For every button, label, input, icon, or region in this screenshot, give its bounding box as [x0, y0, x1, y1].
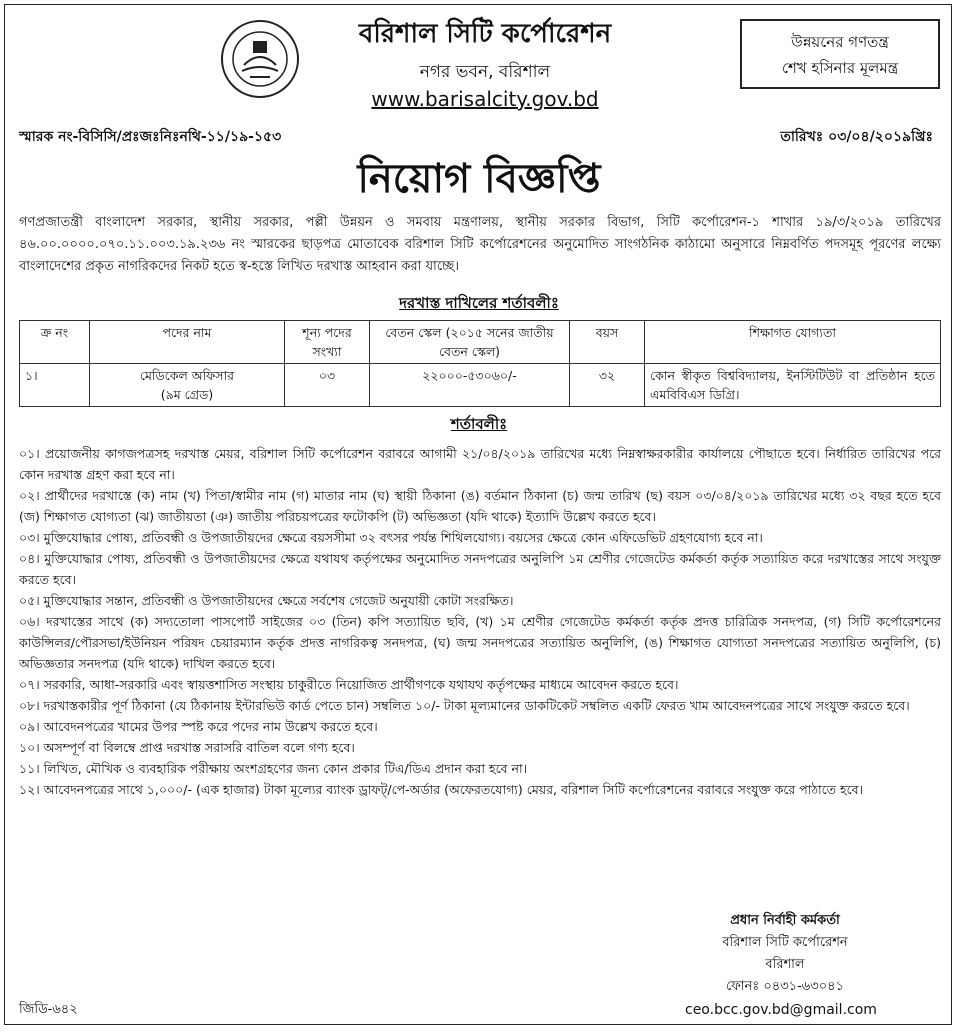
conditions-heading: শর্তাবলীঃ	[450, 415, 508, 433]
conditions-list	[19, 443, 941, 800]
signatory-phone: ফোনঃ ০৪৩১-৬৩০৪১	[725, 979, 845, 994]
notice-page	[4, 4, 952, 1025]
pay-scale-cell: ২২০০০-৫৩০৬০/-	[370, 364, 570, 407]
organization-name: বরিশাল সিটি কর্পোরেশন	[358, 19, 612, 49]
application-heading: দরখাস্ত দাখিলের শর্তাবলীঃ	[399, 294, 559, 312]
condition-item: ১২। আবেদনপত্রের সাথে ১,০০০/- (এক হাজার) টাকা মূল্যের ব্যাংক ড্রাফট্/পে-অর্ডার (অফেরতযোগ্য) মেয়র, বরিশাল সিটি কর্পোরেশনের বরাবরে সংযুক্ত করে পাঠাতে হবে।	[19, 782, 864, 797]
signatory-title: প্রধান নির্বাহী কর্মকর্তা	[730, 913, 840, 928]
condition-item: ০৭। সরকারি, আধা-সরকারি এবং স্বায়ত্তশাসিত সংস্থায় চাকুরীতে নিয়োজিত প্রার্থীগণকে যথাযথ কর্তৃপক্ষের মাধ্যমে আবেদন করতে হবে।	[19, 677, 679, 692]
table-row	[20, 364, 941, 407]
condition-item: ০১। প্রয়োজনীয় কাগজপত্রসহ দরখাস্ত মেয়র, বরিশাল সিটি কর্পোরেশন বরাবরে আগামী ২১/০৪/২০১৯ তারিখের মধ্যে নিম্নস্বাক্ষরকারীর কার্যালয়ে পৌছাতে হবে। নির্ধারিত তারিখের পরে কোন দরখাস্ত গ্রহণ করা হবে না।	[19, 446, 941, 482]
condition-item: ০৫। মুক্তিযোদ্ধার সন্তান, প্রতিবন্ধী ও উপজাতীয়দের ক্ষেত্রে সর্বশেষ গেজেট অনুযায়ী কোটা সংরক্ষিত।	[19, 593, 514, 608]
motto-line-2: শেখ হসিনার মূলমন্ত্র	[781, 59, 899, 77]
post-grade: (৯ম গ্রেড)	[160, 387, 214, 402]
condition-item: ১০। অসম্পূর্ণ বা বিলম্বে প্রাপ্ত দরখাস্ত সরাসরি বাতিল বলে গণ্য হবে।	[19, 740, 355, 755]
posts-table	[19, 320, 941, 407]
signature-block	[665, 910, 905, 998]
qualification-cell: কোন স্বীকৃত বিশ্ববিদ্যালয়, ইনস্টিটিউট বা প্রতিষ্ঠান হতে এমবিবিএস ডিগ্রি।	[645, 364, 941, 407]
contact-email[interactable]: ceo.bcc.gov.bd@gmail.com	[685, 1002, 877, 1018]
motto-box	[740, 19, 940, 89]
vacancy-cell: ০৩	[285, 364, 370, 407]
column-header: বয়স	[570, 321, 645, 364]
organization-address: নগর ভবন, বরিশাল	[419, 62, 551, 82]
age-cell: ৩২	[570, 364, 645, 407]
column-header: ক্র নং	[20, 321, 90, 364]
notice-date: তারিখঃ ০৩/০৪/২০১৯খ্রিঃ	[780, 129, 933, 145]
city-corporation-seal-icon	[220, 19, 300, 99]
page-title: নিয়োগ বিজ্ঞপ্তি	[357, 156, 601, 202]
gd-number: জিডি-৬৪২	[19, 1002, 78, 1017]
signatory-org: বরিশাল সিটি কর্পোরেশন	[722, 935, 848, 950]
condition-item: ০৮। দরখাস্তকারীর পূর্ণ ঠিকানা (যে ঠিকানায় ইন্টারভিউ কার্ড পেতে চান) সম্বলিত ১০/- টাকা মূল্যমানের ডাকটিকেট সম্বলিত একটি ফেরত খাম আবেদনপত্রের সাথে সংযুক্ত করতে হবে।	[19, 698, 910, 713]
column-header: পদের নাম	[90, 321, 285, 364]
motto-line-1: উন্নয়নের গণতন্ত্র	[791, 33, 889, 51]
condition-item: ০৪। মুক্তিযোদ্ধার পোষ্য, প্রতিবন্ধী ও উপজাতীয়দের ক্ষেত্রে যথাযথ কর্তৃপক্ষের অনুমোদিত সনদপত্রের অনুলিপি ১ম শ্রেণীর গেজেটেড কর্মকর্তা কর্তৃক সত্যায়িত করে দরখাস্তের সাথে সংযুক্ত করতে হবে।	[19, 551, 941, 587]
post-name-cell	[90, 364, 285, 407]
column-header: শূন্য পদের সংখ্যা	[285, 321, 370, 364]
serial-cell: ১।	[20, 364, 90, 407]
post-name: মেডিকেল অফিসার	[139, 368, 235, 383]
memo-number: স্মারক নং-বিসিসি/প্রঃজঃনিঃনথি-১১/১৯-১৫৩	[19, 129, 282, 145]
intro-paragraph: গণপ্রজাতন্ত্রী বাংলাদেশ সরকার, স্থানীয় সরকার, পল্লী উন্নয়ন ও সমবায় মন্ত্রণালয়, স্থানীয় সরকার বিভাগ, সিটি কর্পোরেশন-১ শাখার ১৯/৩/২০১৯ তারিখের ৪৬.০০.০০০০.০৭০.১১.০০৩.১৯.২৩৬ নং স্মারকের ছাড়পত্র মোতাবেক বরিশাল সিটি কর্পোরেশনের অনুমোদিত সাংগঠনিক কাঠামো অনুসারে নিম্নবর্ণিত পদসমূহ পূরণের লক্ষ্যে বাংলাদেশের প্রকৃত নাগরিকদের নিকট হতে স্ব-হস্তে লিখিত দরখাস্ত আহবান করা যাচ্ছে।	[19, 215, 941, 274]
condition-item: ০৯। আবেদনপত্রের খামের উপর স্পষ্ট করে পদের নাম উল্লেখ করতে হবে।	[19, 719, 378, 734]
condition-item: ০৬। দরখাস্তের সাথে (ক) সদ্যতোলা পাসপোর্ট সাইজের ০৩ (তিন) কপি সত্যায়িত ছবি, (খ) ১ম শ্রেণীর গেজেটেড কর্মকর্তা কর্তৃক প্রদত্ত চারিত্রিক সনদপত্র, (গ) সিটি কর্পোরেশনের কাউন্সিলর/পৌরসভা/ইউনিয়ন পরিষদ চেয়ারম্যান কর্তৃক প্রদত্ত নাগরিকত্ব সনদপত্র, (ঘ) জন্ম সনদপত্রের সত্যায়িত অনুলিপি, (ঙ) শিক্ষাগত যোগ্যতা সনদপত্রের সত্যায়িত অনুলিপি, (চ) অভিজ্ঞতার সনদপত্র (যদি থাকে) দাখিল করতে হবে।	[19, 614, 941, 671]
website-link[interactable]: www.barisalcity.gov.bd	[371, 87, 599, 111]
signatory-city: বরিশাল	[765, 957, 805, 972]
column-header: বেতন স্কেল (২০১৫ সনের জাতীয় বেতন স্কেল)	[370, 321, 570, 364]
condition-item: ০৩। মুক্তিযোদ্ধার পোষ্য, প্রতিবন্ধী ও উপজাতীয়দের ক্ষেত্রে বয়সসীমা ৩২ বৎসর পর্যন্ত শিথিলযোগ্য। বয়সের ক্ষেত্রে কোন এফিডেভিট গ্রহণযোগ্য হবে না।	[19, 530, 763, 545]
table-header-row	[20, 321, 941, 364]
condition-item: ০২। প্রার্থীদের দরখাস্তে (ক) নাম (খ) পিতা/স্বামীর নাম (গ) মাতার নাম (ঘ) স্থায়ী ঠিকানা (ঙ) বর্তমান ঠিকানা (চ) জন্ম তারিখ (ছ) বয়স ০৩/০৪/২০১৯ তারিখের মধ্যে ৩২ বছর হতে হবে (জ) শিক্ষাগত যোগ্যতা (ঝ) জাতীয়তা (ঞ) জাতীয় পরিচয়পত্রের ফটোকপি (ট) অভিজ্ঞতা (যদি থাকে) ইত্যাদি উল্লেখ করতে হবে।	[19, 488, 941, 524]
column-header: শিক্ষাগত যোগ্যতা	[645, 321, 941, 364]
condition-item: ১১। লিখিত, মৌখিক ও ব্যবহারিক পরীক্ষায় অংশগ্রহণের জন্য কোন প্রকার টিএ/ডিএ প্রদান করা হবে না।	[19, 761, 528, 776]
